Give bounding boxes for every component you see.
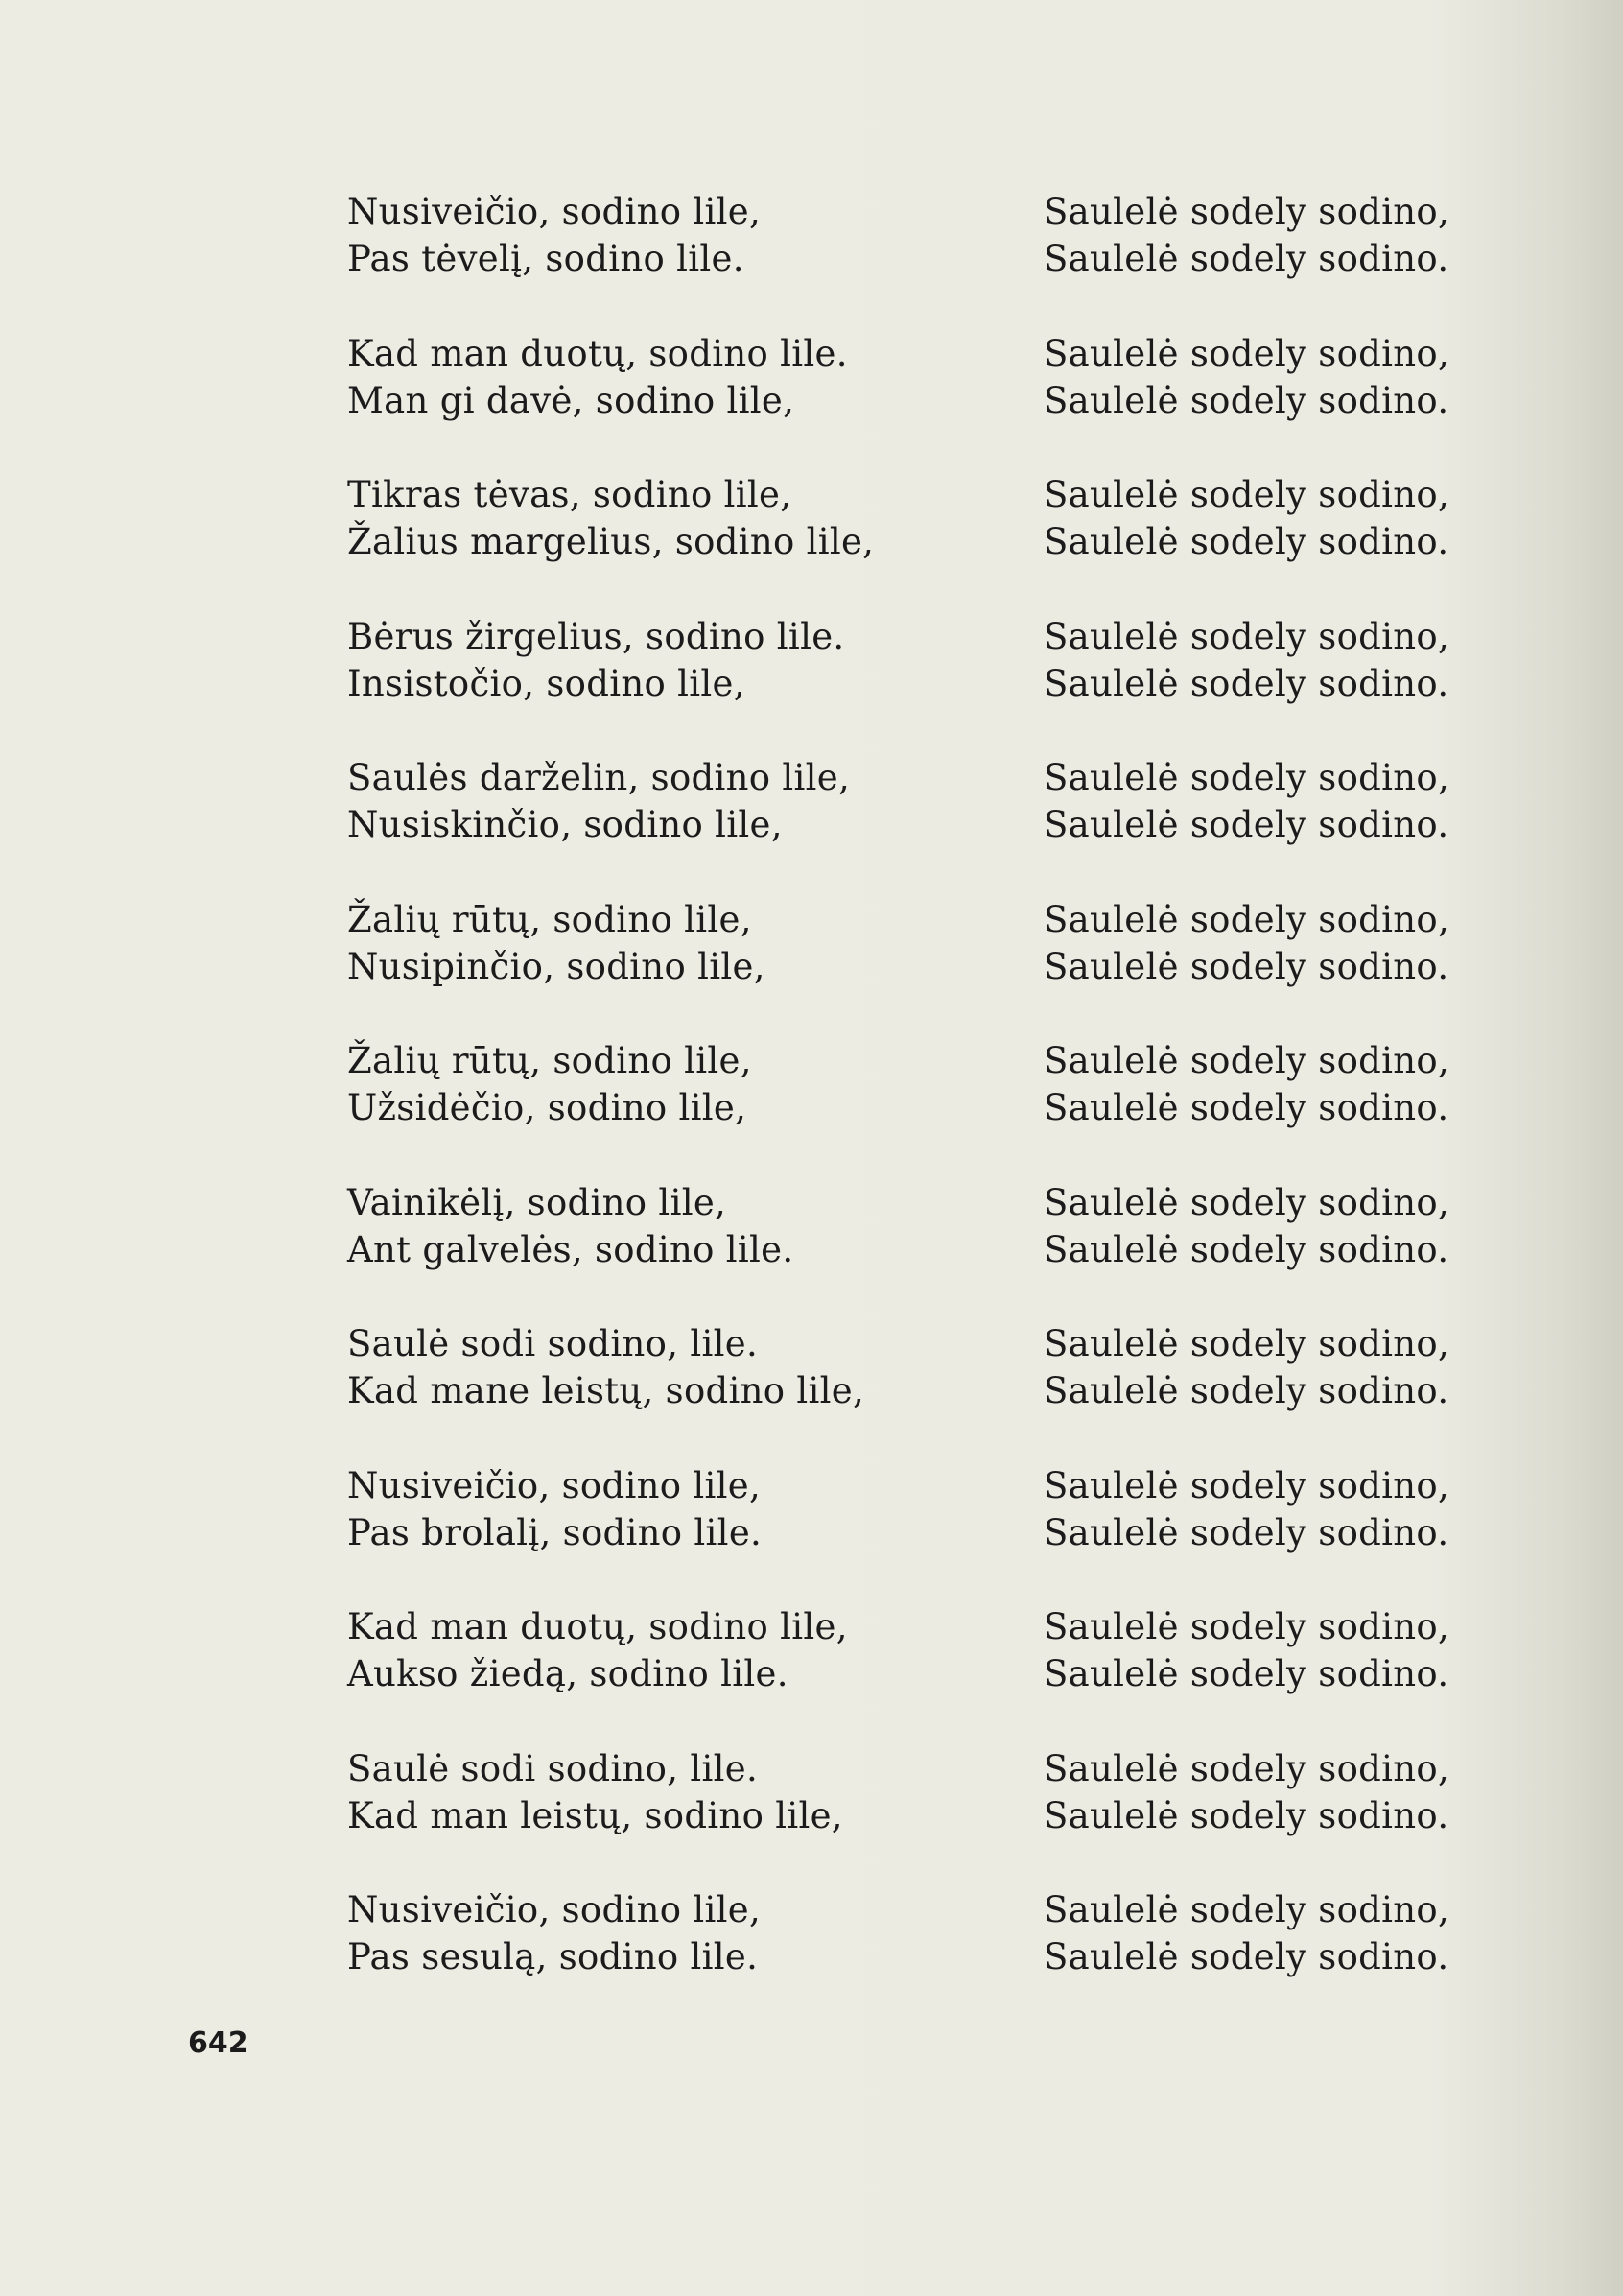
refrain-line: Saulelė sodely sodino.: [1044, 1936, 1449, 1977]
verse-line: Pas sesulą, sodino lile.: [347, 1936, 759, 1977]
verse-line: Nusiveičio, sodino lile,: [347, 191, 762, 232]
stanza-1-right: [1044, 188, 1449, 282]
verse-line: Žalių rūtų, sodino lile,: [347, 899, 752, 940]
refrain-line: Saulelė sodely sodino,: [1044, 757, 1450, 798]
verse-line: Vainikėlį, sodino lile,: [347, 1182, 727, 1223]
stanza-2-left: [347, 330, 848, 424]
refrain-line: Saulelė sodely sodino,: [1044, 474, 1450, 515]
stanza-10-left: [347, 1462, 762, 1556]
refrain-line: Saulelė sodely sodino.: [1044, 1370, 1449, 1411]
verse-line: Nusiveičio, sodino lile,: [347, 1465, 762, 1506]
stanza-6-right: [1044, 896, 1449, 990]
verse-line: Saulės darželin, sodino lile,: [347, 757, 851, 798]
stanza-8-left: [347, 1179, 793, 1273]
refrain-line: Saulelė sodely sodino.: [1044, 804, 1449, 845]
page-number: 642: [188, 2026, 248, 2060]
verse-line: Kad man duotų, sodino lile.: [347, 333, 848, 374]
verse-line: Žalius margelius, sodino lile,: [347, 521, 875, 562]
stanza-9-left: [347, 1320, 864, 1414]
stanza-13-left: [347, 1886, 761, 1980]
verse-line: Kad man leistų, sodino lile,: [347, 1795, 843, 1836]
refrain-line: Saulelė sodely sodino.: [1044, 238, 1449, 279]
refrain-line: Saulelė sodely sodino,: [1044, 1465, 1450, 1506]
refrain-line: Saulelė sodely sodino.: [1044, 380, 1449, 421]
stanza-4-right: [1044, 613, 1449, 707]
stanza-3-left: [347, 471, 874, 565]
verse-line: Saulė sodi sodino, lile.: [347, 1323, 759, 1364]
refrain-line: Saulelė sodely sodino,: [1044, 191, 1450, 232]
refrain-line: Saulelė sodely sodino.: [1044, 663, 1449, 704]
verse-line: Nusiskinčio, sodino lile,: [347, 804, 783, 845]
stanza-5-left: [347, 754, 850, 848]
refrain-line: Saulelė sodely sodino.: [1044, 1229, 1449, 1270]
verse-line: Ant galvelės, sodino lile.: [347, 1229, 794, 1270]
stanza-12-left: [347, 1745, 843, 1839]
refrain-line: Saulelė sodely sodino,: [1044, 1748, 1450, 1789]
stanza-4-left: [347, 613, 844, 707]
stanza-1-left: [347, 188, 761, 282]
stanza-2-right: [1044, 330, 1449, 424]
verse-line: Tikras tėvas, sodino lile,: [347, 474, 792, 515]
verse-line: Nusipinčio, sodino lile,: [347, 946, 765, 987]
refrain-line: Saulelė sodely sodino,: [1044, 1040, 1450, 1081]
verse-line: Insistočio, sodino lile,: [347, 663, 745, 704]
refrain-line: Saulelė sodely sodino.: [1044, 521, 1449, 562]
verse-line: Aukso žiedą, sodino lile.: [347, 1653, 788, 1694]
verse-line: Žalių rūtų, sodino lile,: [347, 1040, 752, 1081]
verse-line: Saulė sodi sodino, lile.: [347, 1748, 759, 1789]
verse-line: Kad man duotų, sodino lile,: [347, 1606, 848, 1647]
refrain-line: Saulelė sodely sodino,: [1044, 616, 1450, 657]
verse-line: Pas brolalį, sodino lile.: [347, 1512, 763, 1553]
refrain-line: Saulelė sodely sodino.: [1044, 1795, 1449, 1836]
refrain-line: Saulelė sodely sodino,: [1044, 1889, 1450, 1930]
stanza-8-right: [1044, 1179, 1449, 1273]
stanza-9-right: [1044, 1320, 1449, 1414]
verse-line: Man gi davė, sodino lile,: [347, 380, 795, 421]
stanza-13-right: [1044, 1886, 1449, 1980]
refrain-line: Saulelė sodely sodino,: [1044, 1182, 1450, 1223]
stanza-5-right: [1044, 754, 1449, 848]
stanza-10-right: [1044, 1462, 1449, 1556]
stanza-3-right: [1044, 471, 1449, 565]
verse-line: Nusiveičio, sodino lile,: [347, 1889, 762, 1930]
refrain-line: Saulelė sodely sodino,: [1044, 899, 1450, 940]
refrain-line: Saulelė sodely sodino.: [1044, 1653, 1449, 1694]
refrain-line: Saulelė sodely sodino,: [1044, 333, 1450, 374]
refrain-line: Saulelė sodely sodino.: [1044, 1087, 1449, 1128]
stanza-12-right: [1044, 1745, 1449, 1839]
verse-line: Kad mane leistų, sodino lile,: [347, 1370, 865, 1411]
verse-line: Bėrus žirgelius, sodino lile.: [347, 616, 845, 657]
stanza-6-left: [347, 896, 765, 990]
refrain-line: Saulelė sodely sodino,: [1044, 1323, 1450, 1364]
refrain-line: Saulelė sodely sodino.: [1044, 946, 1449, 987]
refrain-line: Saulelė sodely sodino,: [1044, 1606, 1450, 1647]
stanza-11-right: [1044, 1603, 1449, 1697]
refrain-line: Saulelė sodely sodino.: [1044, 1512, 1449, 1553]
stanza-7-left: [347, 1037, 752, 1131]
stanza-11-left: [347, 1603, 848, 1697]
verse-line: Užsidėčio, sodino lile,: [347, 1087, 747, 1128]
stanza-7-right: [1044, 1037, 1449, 1131]
verse-line: Pas tėvelį, sodino lile.: [347, 238, 744, 279]
